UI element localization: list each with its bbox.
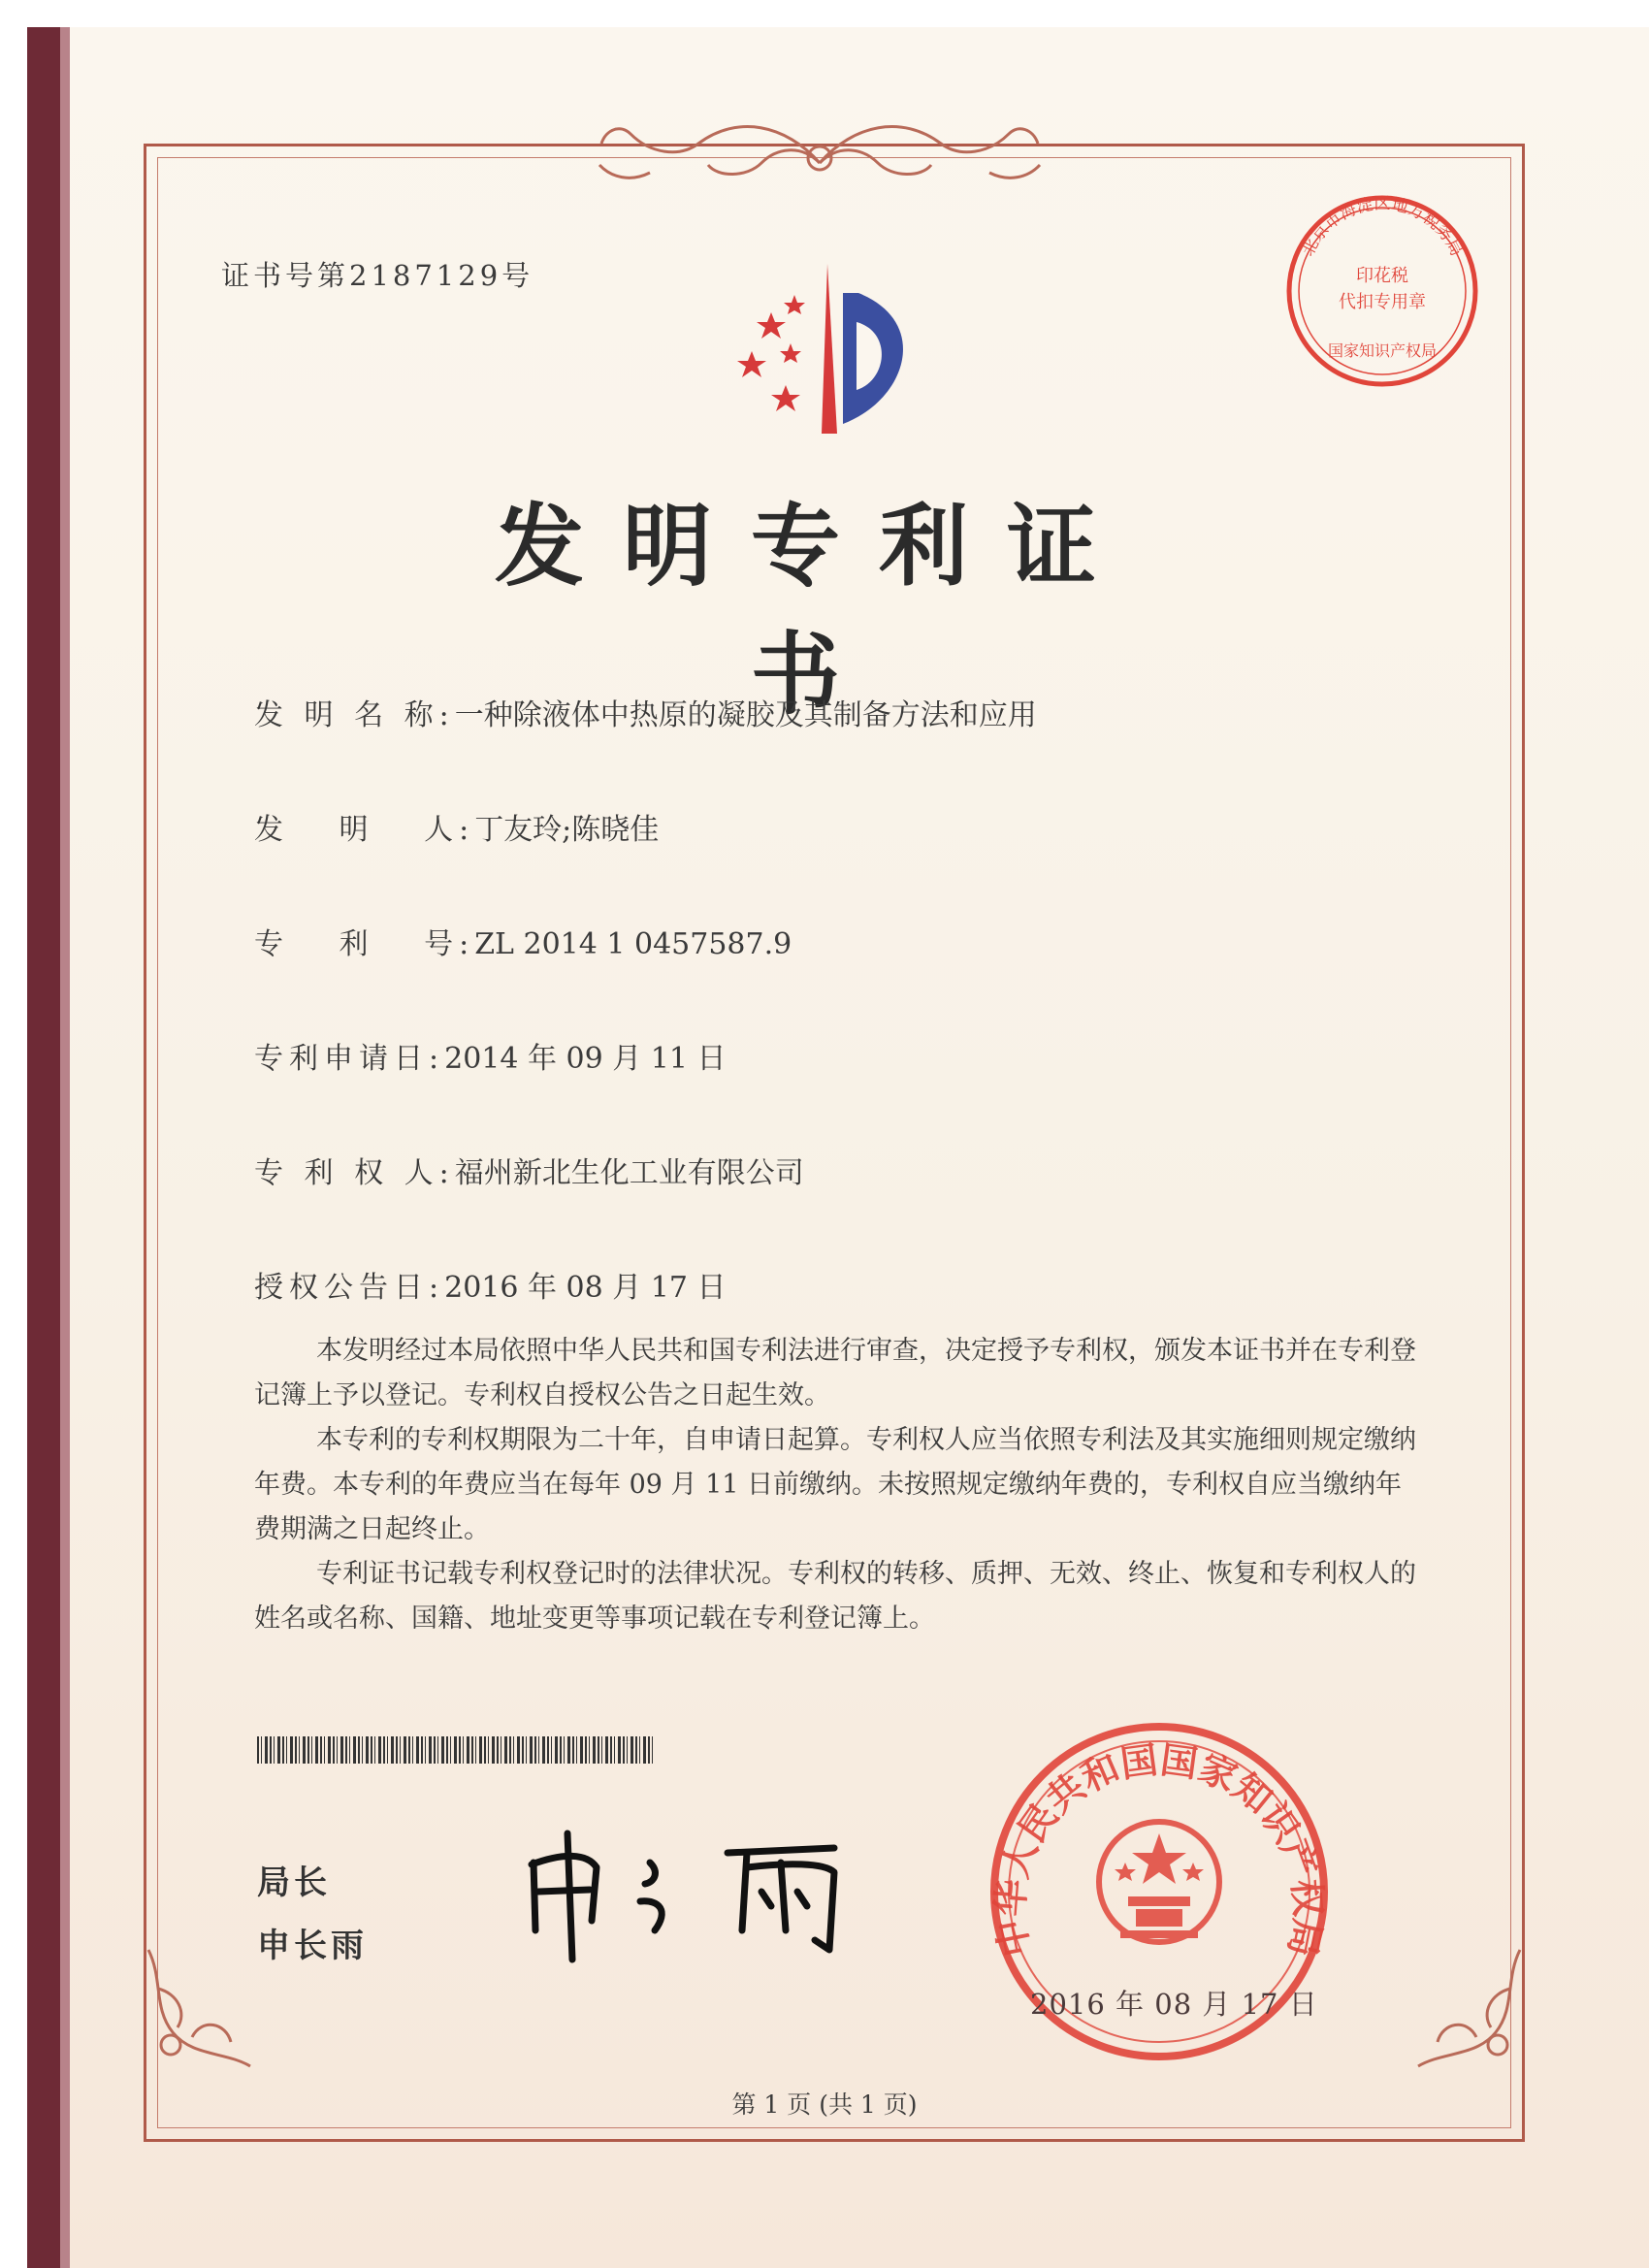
certificate-number: 证书号第2187129号 <box>221 259 534 292</box>
seal-small-outer-text: 北京市海淀区地方税务局 <box>1298 194 1467 260</box>
director-name: 申长雨 <box>257 1927 368 1965</box>
field-value: 一种除液体中热原的凝胶及其制备方法和应用 <box>454 698 1037 732</box>
cnipa-logo <box>713 254 955 448</box>
field-patent-number <box>254 920 792 962</box>
seal-date: 2016 年 08 月 17 日 <box>1030 1988 1318 2021</box>
binding-strip-inner <box>60 27 70 2268</box>
national-emblem-icon <box>1099 1822 1219 1942</box>
field-value: ZL 2014 1 0457587.9 <box>474 927 792 961</box>
field-value: 丁友玲;陈晓佳 <box>474 813 660 847</box>
body-paragraph: 专利证书记载专利权登记时的法律状况。专利权的转移、质押、无效、终止、恢复和专利权人的姓名或名称、国籍、地址变更等事项记载在专利登记簿上。 <box>254 1559 1416 1634</box>
field-label: 专 利 权 人: <box>254 1156 455 1190</box>
certificate-body-text <box>254 1329 1418 1641</box>
tax-stamp-seal-icon <box>1280 189 1484 393</box>
svg-text:北京市海淀区地方税务局 <box>1299 195 1467 260</box>
director-signature-icon <box>514 1824 863 1969</box>
field-value: 福州新北生化工业有限公司 <box>454 1156 804 1190</box>
field-invention-name <box>254 691 1037 733</box>
field-inventor <box>254 805 659 848</box>
director-title: 局长 <box>257 1863 331 1902</box>
seal-small-line2: 代扣专用章 <box>1339 292 1426 312</box>
body-paragraph: 本发明经过本局依照中华人民共和国专利法进行审查，决定授予专利权，颁发本证书并在专利登记簿上予以登记。专利权自授权公告之日起生效。 <box>254 1336 1416 1410</box>
seal-small-bottom-text: 国家知识产权局 <box>1327 341 1438 360</box>
binding-strip <box>27 27 60 2268</box>
field-label: 专 利 号: <box>254 927 475 961</box>
field-label: 发 明 人: <box>254 813 475 847</box>
barcode <box>257 1736 655 1764</box>
seal-big-outer-text: 中华人民共和国国家知识产权局 <box>988 1737 1330 1960</box>
top-ornament-icon <box>592 105 1048 192</box>
page-footer: 第 1 页 (共 1 页) <box>731 2090 918 2119</box>
field-application-date <box>254 1034 727 1077</box>
corner-ornament-icon <box>1389 1930 1535 2076</box>
field-value: 2014 年 09 月 11 日 <box>444 1042 727 1076</box>
field-label: 发 明 名 称: <box>254 698 455 732</box>
page-title: 发明专利证书 <box>494 495 1135 727</box>
seal-small-line1: 印花税 <box>1356 266 1408 286</box>
field-patentee <box>254 1149 804 1191</box>
field-grant-date <box>254 1263 727 1306</box>
field-label: 授权公告日: <box>254 1271 445 1305</box>
field-label: 专利申请日: <box>254 1042 445 1076</box>
body-paragraph: 本专利的专利权期限为二十年，自申请日起算。专利权人应当依照专利法及其实施细则规定缴纳年费。本专利的年费应当在每年 09 月 11 日前缴纳。未按照规定缴纳年费的，专利权自应当缴纳年费期满之日起终止。 <box>254 1425 1416 1544</box>
field-value: 2016 年 08 月 17 日 <box>444 1271 727 1305</box>
